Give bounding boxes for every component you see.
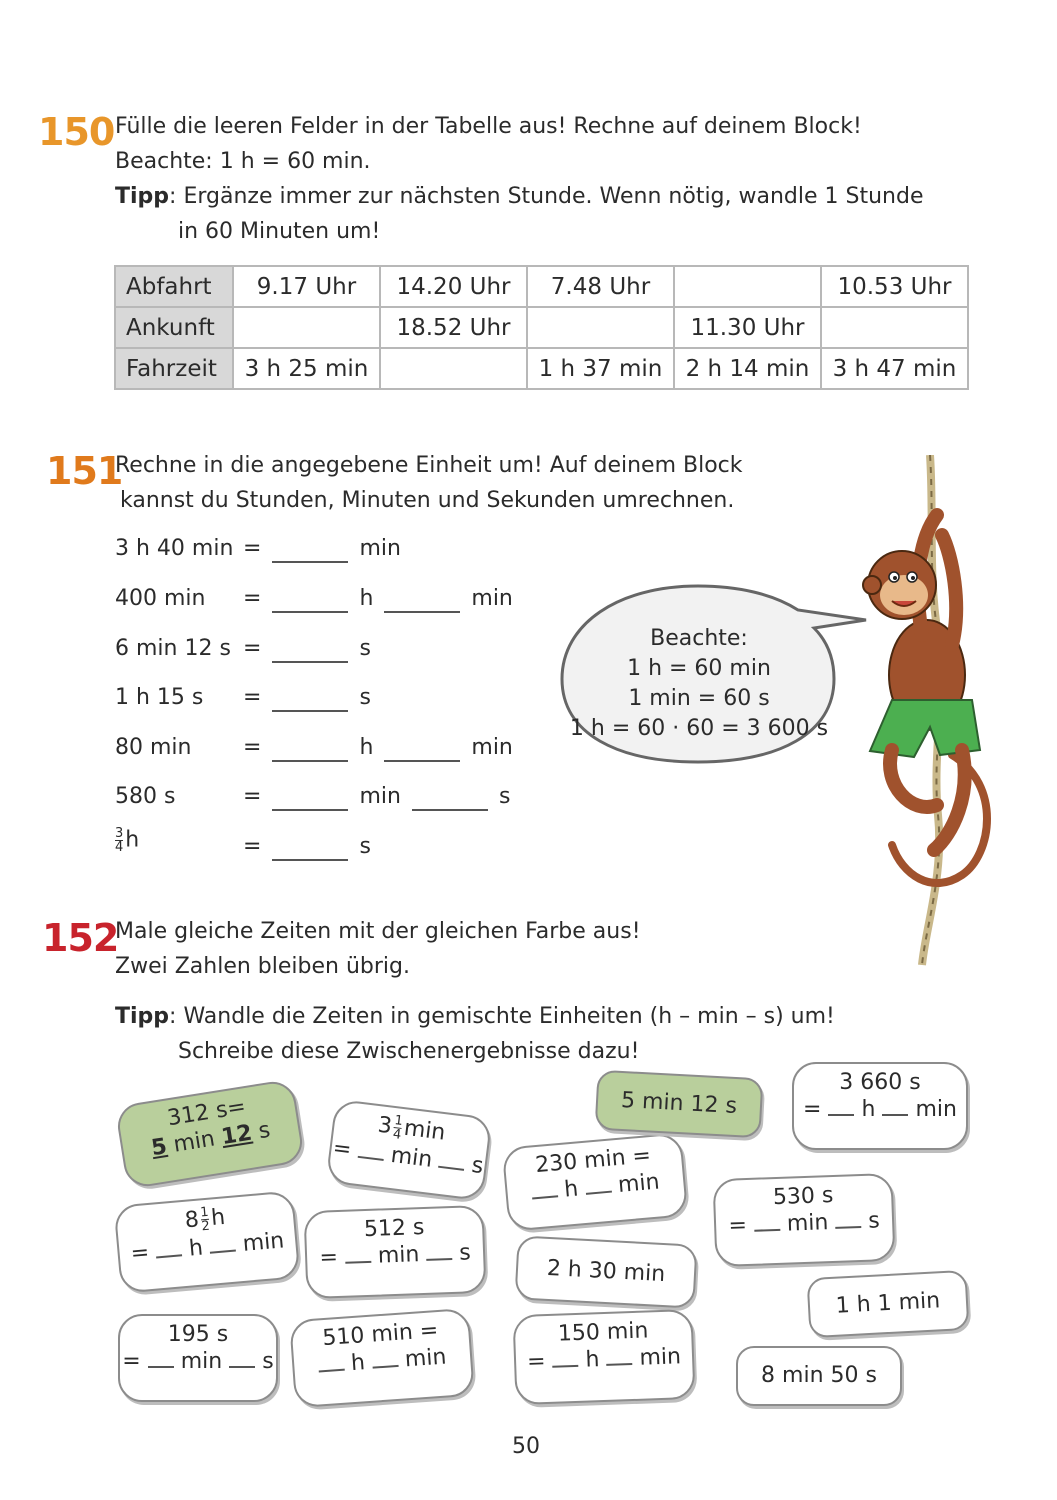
answer-blank[interactable]	[426, 1258, 452, 1261]
answer-blank[interactable]	[384, 586, 460, 613]
table-row-abfahrt	[115, 266, 968, 307]
answer-blank[interactable]	[272, 636, 348, 663]
answer-blank[interactable]	[229, 1366, 255, 1368]
ex150-instruction-1: Fülle die leeren Felder in der Tabelle aus! Rechne auf deinem Block!	[115, 114, 862, 139]
conversion-answer: = s	[243, 636, 371, 661]
table-cell[interactable]: 18.52 Uhr	[380, 307, 527, 348]
answer-blank[interactable]	[318, 1369, 344, 1373]
time-card-3-quarter-min[interactable]: 3 $\frac{1}{4}$ min = min s	[325, 1099, 492, 1202]
table-cell[interactable]: 3 h 47 min	[821, 348, 968, 389]
answer-blank[interactable]	[272, 685, 348, 712]
answer-blank[interactable]	[412, 784, 488, 811]
conversion-answer: = s	[243, 685, 371, 710]
conversion-answer: = min s	[243, 784, 511, 809]
time-card-2h30min[interactable]: 2 h 30 min	[514, 1235, 697, 1308]
answer-blank[interactable]	[272, 834, 348, 861]
tipp-text: : Wandle die Zeiten in gemischte Einheiten (h – min – s) um!	[169, 1004, 835, 1029]
answer-blank[interactable]	[372, 1365, 398, 1369]
conversion-answer: = h min	[243, 735, 513, 760]
time-card-230min[interactable]: 230 min = h min	[502, 1132, 689, 1231]
answer-blank[interactable]	[157, 1254, 183, 1258]
answer-blank[interactable]	[553, 1365, 579, 1368]
answer-blank[interactable]	[148, 1366, 174, 1368]
answer-blank[interactable]	[272, 784, 348, 811]
tipp-text: : Ergänze immer zur nächsten Stunde. Wenn nötig, wandle 1 Stunde	[169, 184, 924, 209]
conversion-answer: = min	[243, 536, 401, 561]
ex150-instruction-2: Beachte: 1 h = 60 min.	[115, 149, 371, 174]
table-cell-empty[interactable]	[233, 307, 380, 348]
fraction: $\frac{3}{4}$	[115, 826, 124, 855]
conversion-given: 3 h 40 min	[115, 536, 234, 561]
fraction: $\frac{1}{2}$	[199, 1204, 211, 1235]
answer-blank[interactable]	[754, 1229, 780, 1232]
row-header: Abfahrt	[115, 266, 233, 307]
conversion-given: 580 s	[115, 784, 176, 809]
answer-blank[interactable]	[828, 1114, 854, 1116]
row-header: Ankunft	[115, 307, 233, 348]
answer-blank[interactable]	[345, 1261, 371, 1264]
ex151-instruction-2: kannst du Stunden, Minuten und Sekunden umrechnen.	[120, 488, 735, 513]
answer-blank[interactable]	[272, 536, 348, 563]
table-cell-empty[interactable]	[821, 307, 968, 348]
time-card-510min[interactable]: 510 min = h min	[289, 1308, 475, 1408]
table-cell-empty[interactable]	[527, 307, 674, 348]
ex150-tipp	[115, 179, 924, 214]
bubble-text: Beachte: 1 h = 60 min 1 min = 60 s 1 h = 60 · 60 = 3 600 s	[569, 626, 829, 741]
answer-blank[interactable]	[384, 735, 460, 762]
answer-blank[interactable]	[882, 1114, 908, 1116]
time-card-150min[interactable]: 150 min = h min	[512, 1309, 695, 1405]
conversion-given: 400 min	[115, 586, 206, 611]
exercise-number-151: 151	[46, 449, 123, 493]
speech-bubble	[558, 584, 878, 764]
conversion-given: 80 min	[115, 735, 192, 760]
conversion-answer: = s	[243, 834, 371, 859]
table-cell[interactable]: 3 h 25 min	[233, 348, 380, 389]
table-cell[interactable]: 14.20 Uhr	[380, 266, 527, 307]
time-card-3660s[interactable]: 3 660 s = h min	[792, 1062, 968, 1150]
table-cell[interactable]: 10.53 Uhr	[821, 266, 968, 307]
answer-blank[interactable]	[357, 1156, 383, 1161]
conversion-row	[115, 536, 233, 561]
table-cell[interactable]: 9.17 Uhr	[233, 266, 380, 307]
time-card-5min12s[interactable]: 5 min 12 s	[595, 1070, 764, 1139]
answer-blank[interactable]	[607, 1363, 633, 1366]
answer-blank[interactable]	[210, 1249, 236, 1253]
conversion-answer: = h min	[243, 586, 513, 611]
fraction: $\frac{1}{4}$	[391, 1113, 404, 1143]
conversion-given: 6 min 12 s	[115, 636, 231, 661]
table-cell-empty[interactable]	[380, 348, 527, 389]
time-card-530s[interactable]: 530 s = min s	[713, 1173, 896, 1267]
time-card-195s[interactable]: 195 s = min s	[118, 1314, 278, 1402]
ex152-tipp-2: Schreibe diese Zwischenergebnisse dazu!	[178, 1039, 640, 1064]
row-header: Fahrzeit	[115, 348, 233, 389]
time-card-512s[interactable]: 512 s = min s	[304, 1205, 487, 1299]
table-cell[interactable]: 7.48 Uhr	[527, 266, 674, 307]
answer-blank[interactable]	[272, 586, 348, 613]
conversion-given: 1 h 15 s	[115, 685, 204, 710]
table-cell[interactable]: 2 h 14 min	[674, 348, 821, 389]
time-card-1h1min[interactable]: 1 h 1 min	[807, 1270, 970, 1338]
exercise-number-152: 152	[42, 916, 119, 960]
ex150-tipp-2: in 60 Minuten um!	[178, 219, 381, 244]
table-cell[interactable]: 1 h 37 min	[527, 348, 674, 389]
ex152-instruction-1: Male gleiche Zeiten mit der gleichen Farbe aus!	[115, 919, 641, 944]
monkey-on-rope-illustration	[852, 455, 1002, 975]
time-card-8-half-h[interactable]: 8 $\frac{1}{2}$ h = h min	[114, 1190, 301, 1293]
answer-blank[interactable]	[835, 1226, 861, 1229]
ex151-instruction-1: Rechne in die angegebene Einheit um! Auf deinem Block	[115, 453, 743, 478]
table-cell[interactable]: 11.30 Uhr	[674, 307, 821, 348]
table-row-ankunft	[115, 307, 968, 348]
conversion-given-fraction: $\frac{3}{4}$ h	[115, 826, 140, 855]
answer-blank[interactable]	[438, 1166, 464, 1171]
exercise-number-150: 150	[38, 110, 115, 154]
answer-blank[interactable]	[272, 735, 348, 762]
travel-time-table	[114, 265, 969, 390]
table-row-fahrzeit	[115, 348, 968, 389]
ex152-instruction-2: Zwei Zahlen bleiben übrig.	[115, 954, 410, 979]
time-card-312s[interactable]: 312 s= 5 min 12 s	[115, 1078, 306, 1189]
tipp-label: Tipp	[115, 184, 170, 209]
tipp-label: Tipp	[115, 1004, 170, 1029]
table-cell-empty[interactable]	[674, 266, 821, 307]
ex152-tipp	[115, 999, 835, 1034]
page-number: 50	[512, 1434, 540, 1459]
answer-blank[interactable]	[586, 1191, 612, 1195]
time-card-8min50s[interactable]: 8 min 50 s	[736, 1346, 902, 1406]
answer-blank[interactable]	[532, 1195, 558, 1199]
